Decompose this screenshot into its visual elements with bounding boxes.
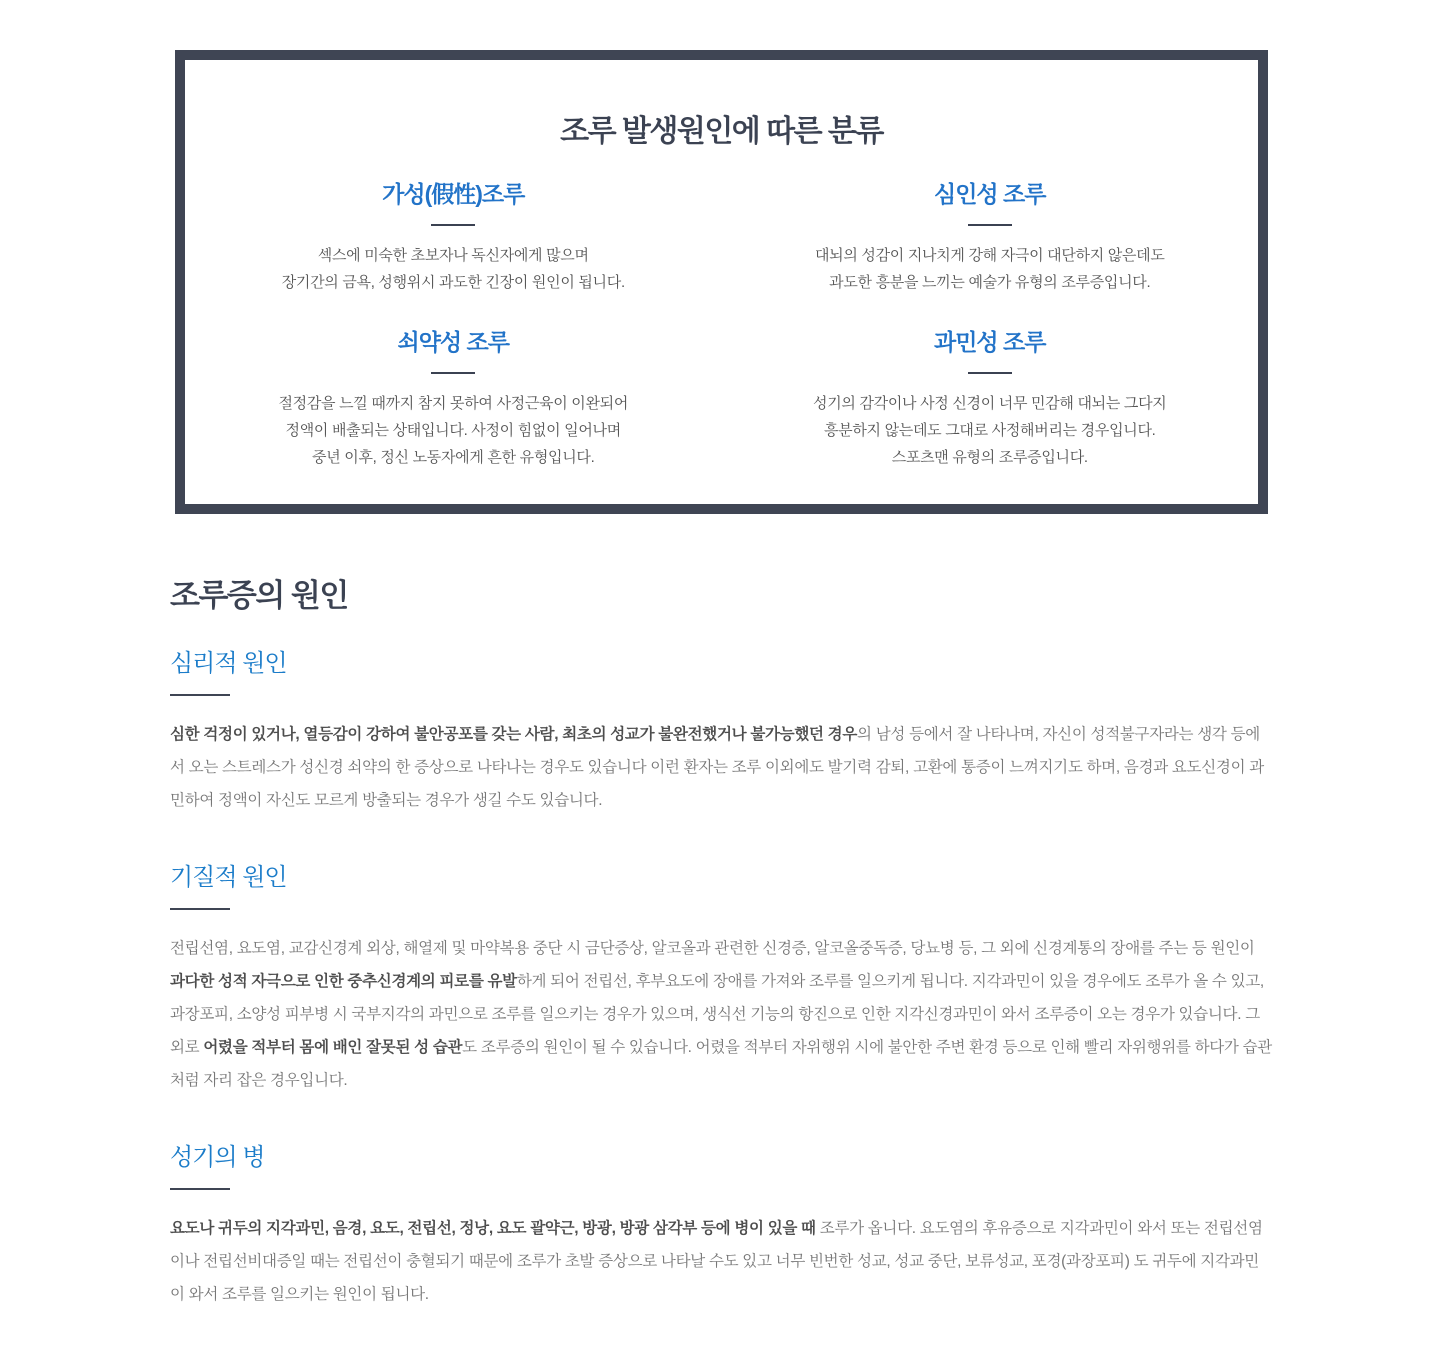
item-heading: 심인성 조루 <box>934 181 1046 207</box>
classification-item-hypersensitive <box>722 324 1259 471</box>
causes-title: 조루증의 원인 <box>170 578 348 613</box>
item-description: 성기의 감각이나 사정 신경이 너무 민감해 대뇌는 그다지 흥분하지 않는데도 그대로 사정해버리는 경우입니다. 스포츠맨 유형의 조루증입니다. <box>813 395 1167 466</box>
classification-item-asthenic <box>185 324 722 471</box>
causes-section <box>170 570 1272 1361</box>
classification-item-false-premature <box>185 176 722 296</box>
item-heading: 쇠약성 조루 <box>397 329 509 355</box>
cause-paragraph: 요도나 귀두의 지각과민, 음경, 요도, 전립선, 정낭, 요도 괄약근, 방광, 방광 삼각부 등에 병이 있을 때 조루가 옵니다. 요도염의 후유증으로 지각과민이 와서 또는 전립선염이나 전립선비대증일 때는 전립선이 충혈되기 때문에 조루가 초발 증상으로 나타날 수도 있고 너무 빈번한 성교, 성교 중단, 보류성교, 포경(과장포피) 도 귀두에 지각과민이 와서 조루를 일으키는 원인이 됩니다. <box>170 1220 1263 1303</box>
cause-paragraph: 전립선염, 요도염, 교감신경계 외상, 해열제 및 마약복용 중단 시 금단증상, 알코올과 관련한 신경증, 알코올중독증, 당뇨병 등, 그 외에 신경계통의 장애를 주는 등 원인이 과다한 성적 자극으로 인한 중추신경계의 피로를 유발하게 되어 전립선, 후부요도에 장애를 가져와 조루를 일으키게 됩니다. 지각과민이 있을 경우에도 조루가 올 수 있고, 과장포피, 소양성 피부병 시 국부지각의 과민으로 조루를 일으키는 경우가 있으며, 생식선 기능의 항진으로 인한 지각신경과민이 와서 조루증이 오는 경우가 있습니다. 그 외로 어렸을 적부터 몸에 배인 잘못된 성 습관도 조루증의 원인이 될 수 있습니다. 어렸을 적부터 자위행위 시에 불안한 주변 환경 등으로 인해 빨리 자위행위를 하다가 습관처럼 자리 잡은 경우입니다. <box>170 940 1272 1089</box>
classification-item-psychogenic <box>722 176 1259 296</box>
item-description: 절정감을 느낄 때까지 참지 못하여 사정근육이 이완되어 정액이 배출되는 상태입니다. 사정이 힘없이 일어나며 중년 이후, 정신 노동자에게 흔한 유형입니다. <box>278 395 629 466</box>
item-divider <box>968 372 1012 374</box>
cause-section-psychological <box>170 643 1272 817</box>
item-divider <box>431 224 475 226</box>
classification-grid <box>185 176 1258 471</box>
classification-title: 조루 발생원인에 따른 분류 <box>560 115 883 148</box>
cause-divider <box>170 908 230 910</box>
item-divider <box>968 224 1012 226</box>
item-heading: 과민성 조루 <box>934 329 1046 355</box>
cause-divider <box>170 694 230 696</box>
cause-heading: 성기의 병 <box>170 1144 265 1171</box>
cause-heading: 심리적 원인 <box>170 650 287 677</box>
cause-section-organic <box>170 857 1272 1097</box>
classification-box <box>175 50 1268 514</box>
cause-paragraph: 심한 걱정이 있거나, 열등감이 강하여 불안공포를 갖는 사람, 최초의 성교가 불완전했거나 불가능했던 경우의 남성 등에서 잘 나타나며, 자신이 성적불구자라는 생각 등에서 오는 스트레스가 성신경 쇠약의 한 증상으로 나타나는 경우도 있습니다 이런 환자는 조루 이외에도 발기력 감퇴, 고환에 통증이 느껴지기도 하며, 음경과 요도신경이 과민하여 정액이 자신도 모르게 방출되는 경우가 생길 수도 있습니다. <box>170 726 1264 809</box>
item-description: 섹스에 미숙한 초보자나 독신자에게 많으며 장기간의 금욕, 성행위시 과도한 긴장이 원인이 됩니다. <box>281 247 625 291</box>
item-divider <box>431 372 475 374</box>
cause-heading: 기질적 원인 <box>170 864 287 891</box>
cause-section-genital-disease <box>170 1137 1272 1311</box>
cause-divider <box>170 1188 230 1190</box>
item-heading: 가성(假性)조루 <box>382 181 525 207</box>
item-description: 대뇌의 성감이 지나치게 강해 자극이 대단하지 않은데도 과도한 흥분을 느끼는 예술가 유형의 조루증입니다. <box>814 247 1165 291</box>
